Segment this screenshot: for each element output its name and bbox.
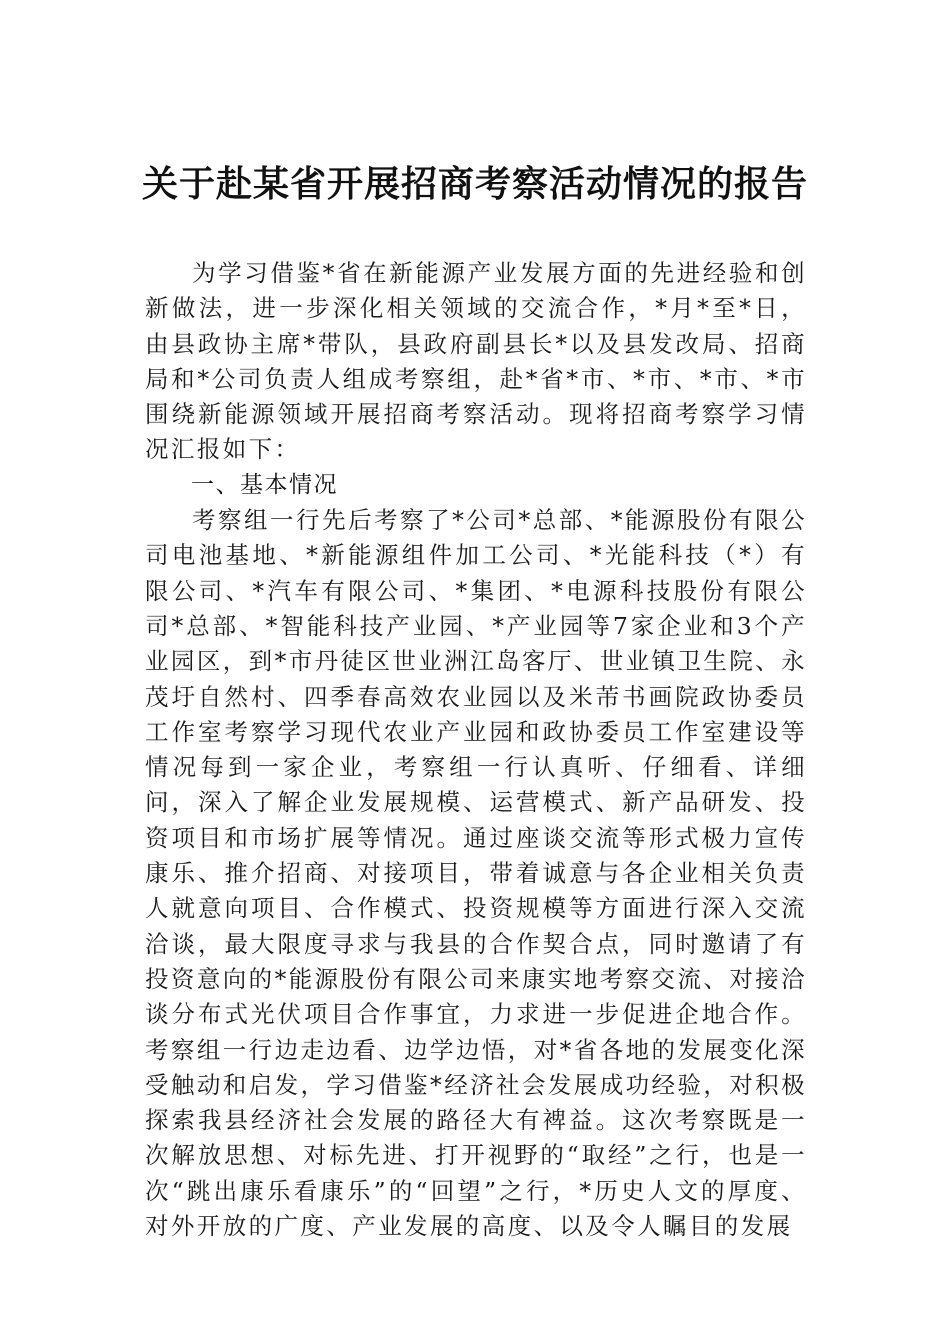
section-body-basic-situation: 考察组一行先后考察了*公司*总部、*能源股份有限公司电池基地、*新能源组件加工公司、*光能科技（*）有限公司、*汽车有限公司、*集团、*电源科技股份有限公司*总部、*智能科技产业园、*产业园等7家企业和3个产业园区，到*市丹徒区世业洲江岛客厅、世业镇卫生院、永茂圩自然村、四季春高效农业园以及米芾书画院政协委员工作室考察学习现代农业产业园和政协委员工作室建设等情况每到一家企业，考察组一行认真听、仔细看、详细问，深入了解企业发展规模、运营模式、新产品研发、投资项目和市场扩展等情况。通过座谈交流等形式极力宣传康乐、推介招商、对接项目，带着诚意与各企业相关负责人就意向项目、合作模式、投资规模等方面进行深入交流洽谈，最大限度寻求与我县的合作契合点，同时邀请了有投资意向的*能源股份有限公司来康实地考察交流、对接洽谈分布式光伏项目合作事宜，力求进一步促进企地合作。考察组一行边走边看、边学边悟，对*省各地的发展变化深受触动和启发，学习借鉴*经济社会发展成功经验，对积极探索我县经济社会发展的路径大有裨益。这次考察既是一次解放思想、对标先进、打开视野的“取经”之行，也是一次“跳出康乐看康乐”的“回望”之行，*历史人文的厚度、对外开放的广度、产业发展的高度、以及令人瞩目的发展 xyxy=(145,506,807,1241)
document-title: 关于赴某省开展招商考察活动情况的报告 xyxy=(141,163,808,205)
intro-paragraph: 为学习借鉴*省在新能源产业发展方面的先进经验和创新做法，进一步深化相关领域的交流合作，*月*至*日，由县政协主席*带队，县政府副县长*以及县发改局、招商局和*公司负责人组成考察组，赴*省*市、*市、*市、*市围绕新能源领域开展招商考察活动。现将招商考察学习情况汇报如下： xyxy=(145,259,807,464)
document-body xyxy=(145,256,807,1244)
section-heading-basic-situation: 一、基本情况 xyxy=(191,471,338,498)
